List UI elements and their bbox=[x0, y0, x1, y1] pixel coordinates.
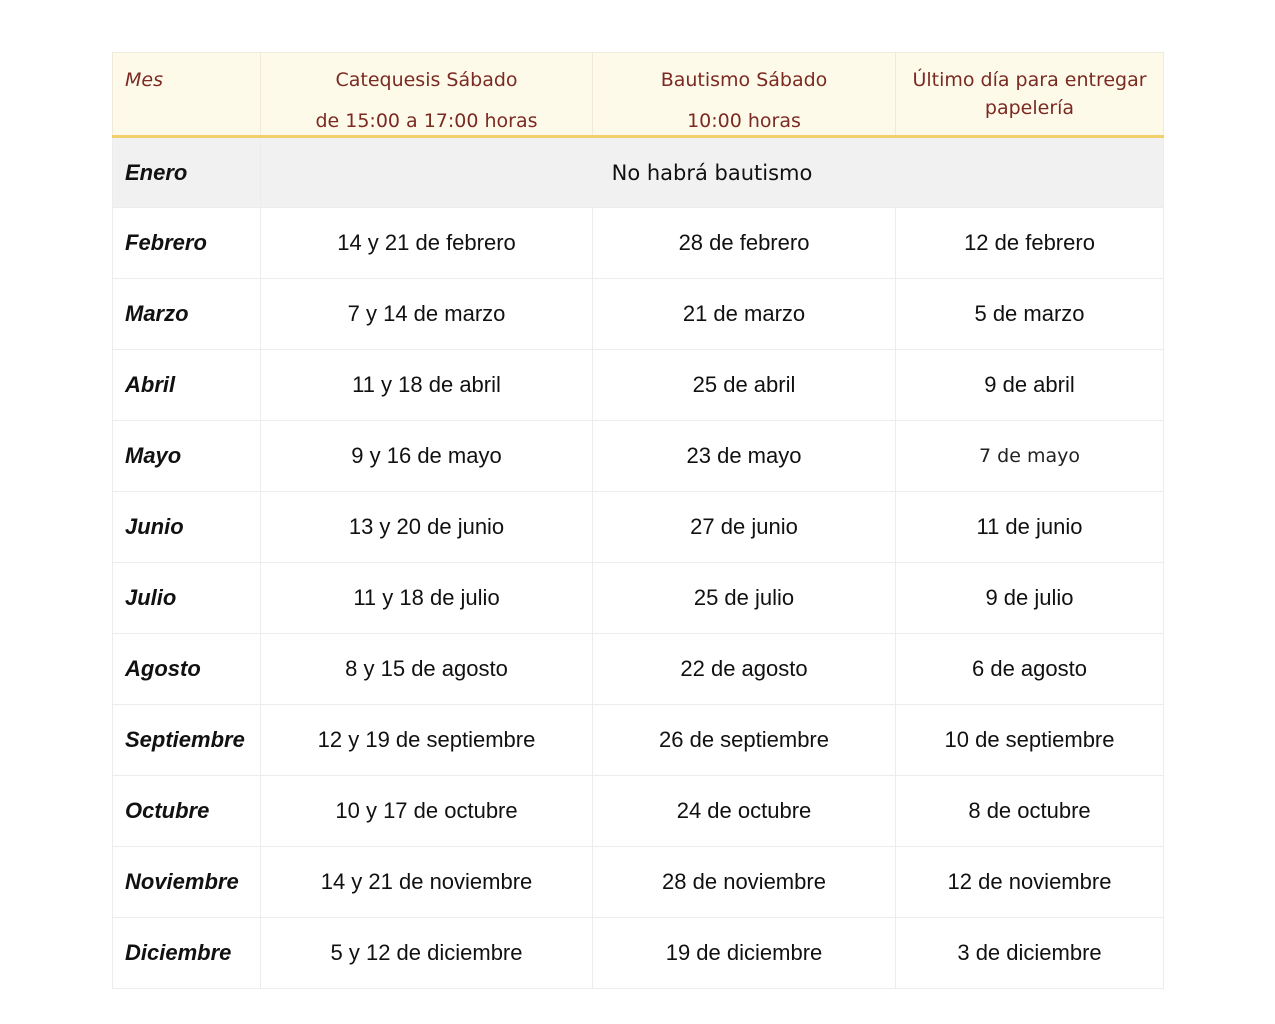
ultimo-dia-cell: 12 de noviembre bbox=[896, 847, 1164, 918]
catequesis-cell: 7 y 14 de marzo bbox=[261, 279, 593, 350]
bautismo-cell: 25 de julio bbox=[593, 563, 896, 634]
header-catequesis-title: Catequesis Sábado bbox=[335, 69, 518, 91]
bautismo-cell: 22 de agosto bbox=[593, 634, 896, 705]
month-cell: Noviembre bbox=[113, 847, 261, 918]
header-mes bbox=[113, 53, 261, 137]
month-cell: Octubre bbox=[113, 776, 261, 847]
month-cell: Agosto bbox=[113, 634, 261, 705]
header-bautismo bbox=[593, 53, 896, 137]
header-row bbox=[113, 53, 1164, 137]
table-row bbox=[113, 279, 1164, 350]
table-row bbox=[113, 634, 1164, 705]
catequesis-cell: 10 y 17 de octubre bbox=[261, 776, 593, 847]
table-row bbox=[113, 421, 1164, 492]
catequesis-cell: 11 y 18 de julio bbox=[261, 563, 593, 634]
header-bautismo-time: 10:00 horas bbox=[687, 110, 801, 132]
catequesis-cell: 13 y 20 de junio bbox=[261, 492, 593, 563]
header-mes-label: Mes bbox=[125, 69, 163, 91]
month-cell: Diciembre bbox=[113, 918, 261, 989]
table-row-enero bbox=[113, 137, 1164, 208]
catequesis-cell: 14 y 21 de febrero bbox=[261, 208, 593, 279]
table-row bbox=[113, 918, 1164, 989]
ultimo-dia-cell: 11 de junio bbox=[896, 492, 1164, 563]
bautismo-cell: 26 de septiembre bbox=[593, 705, 896, 776]
catequesis-cell: 12 y 19 de septiembre bbox=[261, 705, 593, 776]
header-bautismo-title: Bautismo Sábado bbox=[660, 69, 828, 91]
header-catequesis bbox=[261, 53, 593, 137]
bautismo-cell: 23 de mayo bbox=[593, 421, 896, 492]
bautismo-cell: 25 de abril bbox=[593, 350, 896, 421]
ultimo-dia-cell: 9 de julio bbox=[896, 563, 1164, 634]
ultimo-dia-cell: 5 de marzo bbox=[896, 279, 1164, 350]
table-row bbox=[113, 350, 1164, 421]
ultimo-dia-cell: 7 de mayo bbox=[896, 421, 1164, 492]
header-catequesis-time: de 15:00 a 17:00 horas bbox=[315, 110, 538, 132]
catequesis-cell: 14 y 21 de noviembre bbox=[261, 847, 593, 918]
catequesis-cell: 11 y 18 de abril bbox=[261, 350, 593, 421]
bautismo-cell: 27 de junio bbox=[593, 492, 896, 563]
table-row bbox=[113, 847, 1164, 918]
month-cell: Abril bbox=[113, 350, 261, 421]
bautismo-cell: 19 de diciembre bbox=[593, 918, 896, 989]
month-cell: Julio bbox=[113, 563, 261, 634]
bautismo-cell: 28 de febrero bbox=[593, 208, 896, 279]
month-cell: Febrero bbox=[113, 208, 261, 279]
header-ultimo-dia bbox=[896, 53, 1164, 137]
bautismo-cell: 21 de marzo bbox=[593, 279, 896, 350]
no-baptism-note: No habrá bautismo bbox=[261, 137, 1164, 208]
table-row bbox=[113, 563, 1164, 634]
table-row bbox=[113, 208, 1164, 279]
header-ultimo-dia-label: Último día para entregar papelería bbox=[912, 69, 1147, 119]
month-cell: Marzo bbox=[113, 279, 261, 350]
bautismo-cell: 28 de noviembre bbox=[593, 847, 896, 918]
ultimo-dia-cell: 10 de septiembre bbox=[896, 705, 1164, 776]
ultimo-dia-cell: 12 de febrero bbox=[896, 208, 1164, 279]
table-body bbox=[113, 137, 1164, 989]
table-row bbox=[113, 705, 1164, 776]
month-cell: Septiembre bbox=[113, 705, 261, 776]
catequesis-cell: 9 y 16 de mayo bbox=[261, 421, 593, 492]
bautismo-cell: 24 de octubre bbox=[593, 776, 896, 847]
table-header bbox=[113, 53, 1164, 137]
month-cell: Enero bbox=[113, 137, 261, 208]
catequesis-cell: 5 y 12 de diciembre bbox=[261, 918, 593, 989]
ultimo-dia-cell: 9 de abril bbox=[896, 350, 1164, 421]
table-row bbox=[113, 776, 1164, 847]
table-row bbox=[113, 492, 1164, 563]
catequesis-cell: 8 y 15 de agosto bbox=[261, 634, 593, 705]
ultimo-dia-cell: 8 de octubre bbox=[896, 776, 1164, 847]
ultimo-dia-cell: 3 de diciembre bbox=[896, 918, 1164, 989]
month-cell: Mayo bbox=[113, 421, 261, 492]
month-cell: Junio bbox=[113, 492, 261, 563]
baptism-schedule-table bbox=[112, 52, 1164, 989]
ultimo-dia-cell: 6 de agosto bbox=[896, 634, 1164, 705]
